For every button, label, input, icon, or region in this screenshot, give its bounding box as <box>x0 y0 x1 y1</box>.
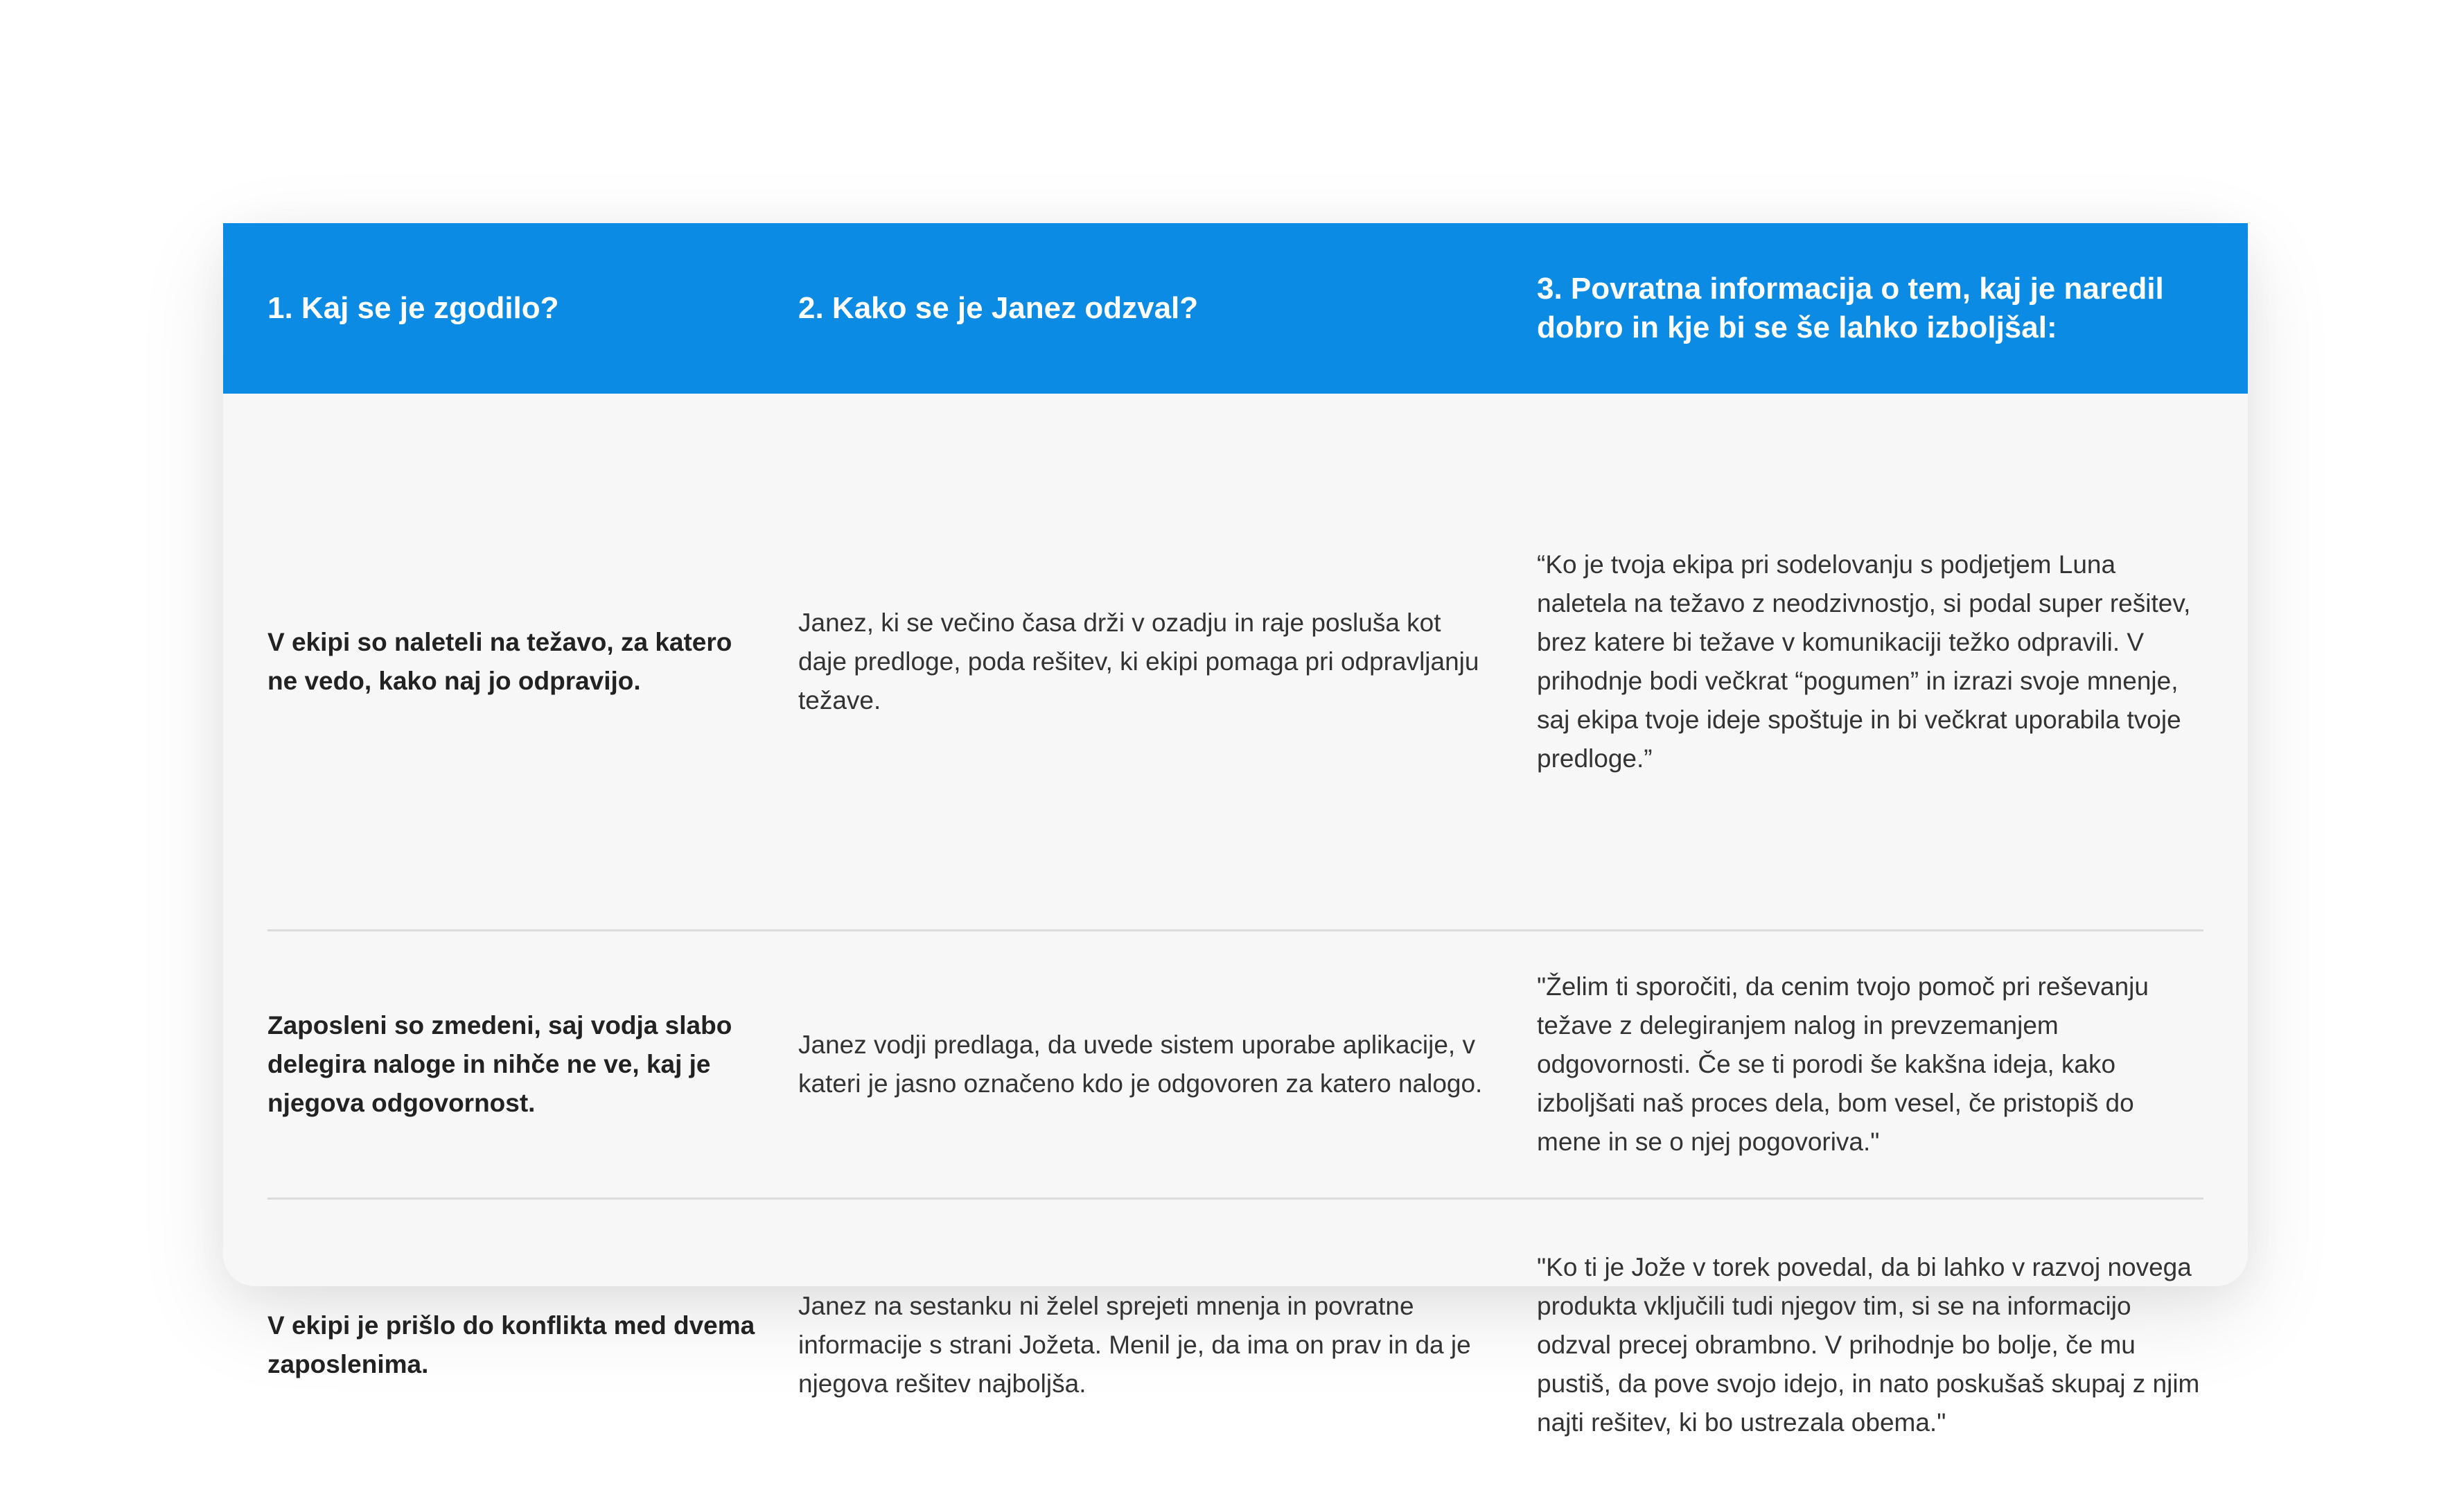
table-row <box>223 931 2248 1198</box>
column-header-feedback: 3. Povratna informacija o tem, kaj je naredil dobro in kje bi se še lahko izboljšal: <box>1537 272 2164 344</box>
column-header-response: 2. Kako se je Janez odzval? <box>798 291 1199 325</box>
row-divider <box>267 929 2203 931</box>
row-divider <box>267 1198 2203 1200</box>
table-cell-response: Janez, ki se večino časa drži v ozadju in raje posluša kot daje predloge, poda rešitev, ki ekipi pomaga pri odpravljanju težave. <box>798 608 1479 714</box>
table-cell-feedback: “Ko je tvoja ekipa pri sodelovanju s podjetjem Luna naletela na težavo z neodzivnostjo, si podal super rešitev, brez katere bi težave v komunikaciji težko odpravili. V prihodnje bodi večkrat “pogumen” in izrazi svoje mnenje, saj ekipa tvoje ideje spoštuje in bi večkrat uporabila tvoje predloge.” <box>1537 550 2191 773</box>
table-cell-response: Janez na sestanku ni želel sprejeti mnenja in povratne informacije s strani Jožeta. Menil je, da ima on prav in da je njegova rešitev najboljša. <box>798 1292 1471 1398</box>
table-cell-what: V ekipi so naleteli na težavo, za katero ne vedo, kako naj jo odpravijo. <box>267 627 732 695</box>
table-row <box>223 1200 2248 1491</box>
table-header <box>223 223 2248 394</box>
table-cell-feedback: "Ko ti je Jože v torek povedal, da bi lahko v razvoj novega produkta vključili tudi njegov tim, si se na informacijo odzval precej obrambno. V prihodnje bo bolje, če mu pustiš, da pove svojo idejo, in nato poskušaš skupaj z njim najti rešitev, ki bo ustrezala obema." <box>1537 1253 2200 1437</box>
table-cell-feedback: "Želim ti sporočiti, da cenim tvojo pomoč pri reševanju težave z delegiranjem nalog in prevzemanjem odgovornosti. Če se ti porodi še kakšna ideja, kako izboljšati naš proces dela, bom vesel, če pristopiš do mene in se o njej pogovoriva." <box>1537 972 2149 1156</box>
table-row <box>223 394 2248 929</box>
column-header-what-happened: 1. Kaj se je zgodilo? <box>267 291 559 325</box>
feedback-table-card <box>223 223 2248 1437</box>
table-cell-what: Zaposleni so zmedeni, saj vodja slabo delegira naloge in nihče ne ve, kaj je njegova odgovornost. <box>267 1011 732 1117</box>
table-cell-what: V ekipi je prišlo do konflikta med dvema zaposlenima. <box>267 1311 755 1378</box>
table-cell-response: Janez vodji predlaga, da uvede sistem uporabe aplikacije, v kateri je jasno označeno kdo je odgovoren za katero nalogo. <box>798 1031 1483 1098</box>
